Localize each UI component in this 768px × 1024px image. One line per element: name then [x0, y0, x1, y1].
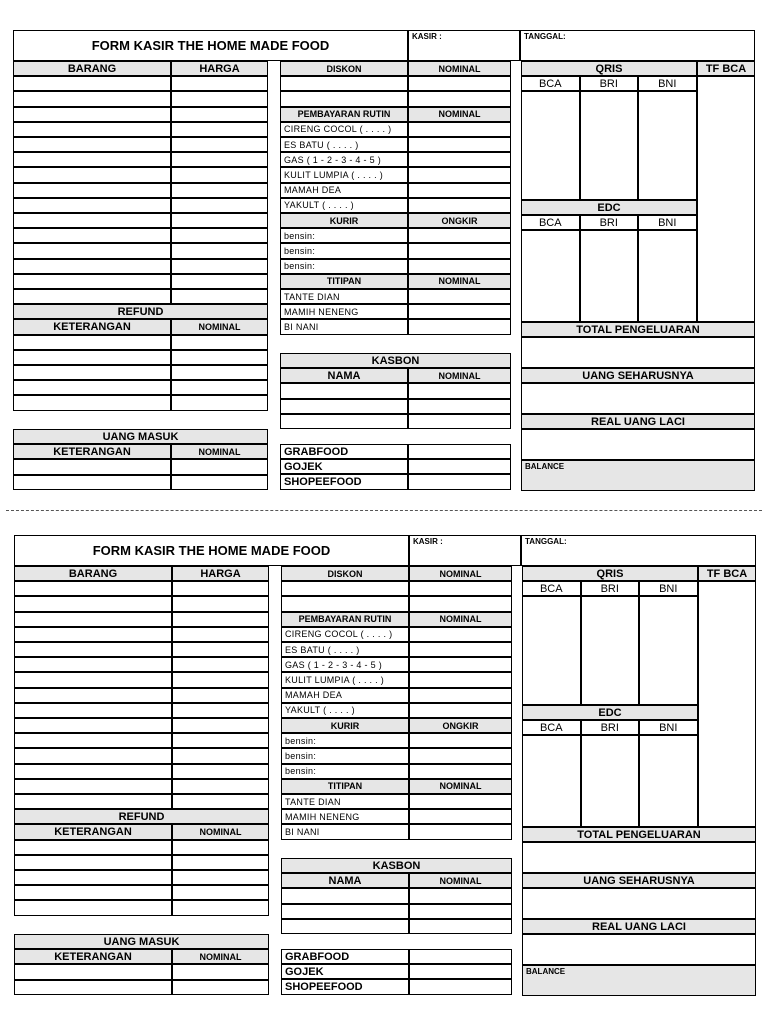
harga-input[interactable]: [172, 672, 269, 687]
online-order-label: GOJEK: [280, 459, 408, 474]
refund-nominal-input[interactable]: [172, 885, 269, 900]
harga-input[interactable]: [172, 779, 269, 794]
titipan-nominal-input[interactable]: [409, 824, 512, 839]
uang-seharusnya-input[interactable]: [521, 383, 755, 414]
kasbon-nominal-input[interactable]: [409, 919, 512, 934]
diskon-header: DISKON: [280, 61, 408, 76]
diskon-nominal-input[interactable]: [408, 91, 511, 106]
online-order-input[interactable]: [408, 474, 511, 489]
barang-header: BARANG: [14, 566, 172, 581]
refund-nominal-input[interactable]: [171, 365, 268, 380]
online-order-input[interactable]: [409, 964, 512, 979]
qris-bank-label: BNI: [638, 76, 697, 91]
barang-input[interactable]: [13, 198, 171, 213]
uang-masuk-nominal-header: NOMINAL: [171, 444, 268, 459]
real-uang-laci-header: REAL UANG LACI: [521, 414, 755, 429]
tf-bca-input[interactable]: [698, 581, 756, 827]
rutin-nominal-input[interactable]: [408, 198, 511, 213]
tanggal-field[interactable]: TANGGAL:: [520, 30, 755, 61]
barang-input[interactable]: [14, 733, 172, 748]
titipan-nominal-header: NOMINAL: [408, 274, 511, 289]
rutin-item-label: CIRENG COCOL ( . . . . ): [280, 122, 408, 137]
rutin-nominal-input[interactable]: [408, 167, 511, 182]
uang-masuk-nominal-input[interactable]: [172, 980, 269, 995]
rutin-nominal-input[interactable]: [408, 152, 511, 167]
titipan-item-label: TANTE DIAN: [280, 289, 408, 304]
harga-input[interactable]: [172, 764, 269, 779]
refund-nominal-input[interactable]: [171, 350, 268, 365]
barang-input[interactable]: [14, 688, 172, 703]
kasbon-nominal-input[interactable]: [409, 888, 512, 903]
refund-keterangan-input[interactable]: [13, 335, 171, 350]
qris-bank-input[interactable]: [639, 596, 698, 705]
diskon-nominal-input[interactable]: [408, 76, 511, 91]
diskon-input[interactable]: [280, 76, 408, 91]
barang-input[interactable]: [13, 167, 171, 182]
rutin-nominal-input[interactable]: [409, 657, 512, 672]
titipan-item-label: MAMIH NENENG: [280, 304, 408, 319]
refund-nominal-input[interactable]: [172, 855, 269, 870]
barang-input[interactable]: [13, 228, 171, 243]
real-uang-laci-input[interactable]: [522, 934, 756, 965]
barang-input[interactable]: [13, 274, 171, 289]
form-title: FORM KASIR THE HOME MADE FOOD: [13, 30, 408, 61]
uang-masuk-nominal-input[interactable]: [172, 964, 269, 979]
harga-input[interactable]: [171, 76, 268, 91]
refund-keterangan-header: KETERANGAN: [14, 824, 172, 839]
harga-input[interactable]: [172, 596, 269, 611]
edc-bank-label: BCA: [521, 215, 580, 230]
qris-bank-input[interactable]: [580, 91, 639, 200]
kasbon-nama-input[interactable]: [281, 904, 409, 919]
rutin-nominal-input[interactable]: [408, 137, 511, 152]
rutin-item-label: GAS ( 1 - 2 - 3 - 4 - 5 ): [281, 657, 409, 672]
rutin-nominal-input[interactable]: [408, 183, 511, 198]
barang-input[interactable]: [14, 672, 172, 687]
rutin-item-label: GAS ( 1 - 2 - 3 - 4 - 5 ): [280, 152, 408, 167]
qris-bank-input[interactable]: [522, 596, 581, 705]
edc-header: EDC: [522, 705, 698, 720]
kasbon-header: KASBON: [280, 353, 511, 368]
refund-nominal-header: NOMINAL: [171, 319, 268, 334]
harga-input[interactable]: [172, 794, 269, 809]
harga-input[interactable]: [172, 642, 269, 657]
uang-seharusnya-header: UANG SEHARUSNYA: [521, 368, 755, 383]
barang-input[interactable]: [13, 107, 171, 122]
qris-bank-label: BNI: [639, 581, 698, 596]
online-order-label: SHOPEEFOOD: [280, 474, 408, 489]
harga-input[interactable]: [172, 748, 269, 763]
barang-input[interactable]: [13, 122, 171, 137]
harga-input[interactable]: [171, 274, 268, 289]
kasir-field[interactable]: KASIR :: [408, 30, 520, 61]
uang-masuk-nominal-input[interactable]: [171, 475, 268, 490]
barang-input[interactable]: [14, 718, 172, 733]
qris-bank-input[interactable]: [638, 91, 697, 200]
refund-keterangan-input[interactable]: [14, 855, 172, 870]
ongkir-header: ONGKIR: [409, 718, 512, 733]
harga-input[interactable]: [171, 213, 268, 228]
refund-keterangan-input[interactable]: [13, 365, 171, 380]
refund-nominal-input[interactable]: [171, 395, 268, 410]
total-pengeluaran-header: TOTAL PENGELUARAN: [522, 827, 756, 842]
bensin-label: bensin:: [281, 748, 409, 763]
rutin-nominal-input[interactable]: [409, 642, 512, 657]
harga-input[interactable]: [171, 152, 268, 167]
tanggal-field[interactable]: TANGGAL:: [521, 535, 756, 566]
kasir-form-1: [0, 30, 768, 500]
refund-keterangan-input[interactable]: [14, 885, 172, 900]
harga-input[interactable]: [172, 581, 269, 596]
diskon-nominal-input[interactable]: [409, 581, 512, 596]
diskon-input[interactable]: [281, 596, 409, 611]
titipan-nominal-input[interactable]: [408, 289, 511, 304]
rutin-nominal-input[interactable]: [408, 122, 511, 137]
bensin-label: bensin:: [281, 764, 409, 779]
edc-bank-input[interactable]: [521, 230, 580, 322]
rutin-item-label: YAKULT ( . . . . ): [281, 703, 409, 718]
barang-input[interactable]: [13, 289, 171, 304]
kasbon-header: KASBON: [281, 858, 512, 873]
edc-header: EDC: [521, 200, 697, 215]
diskon-input[interactable]: [281, 581, 409, 596]
uang-masuk-keterangan-input[interactable]: [13, 459, 171, 474]
harga-input[interactable]: [171, 198, 268, 213]
ongkir-input[interactable]: [409, 748, 512, 763]
uang-masuk-header: UANG MASUK: [13, 429, 268, 444]
refund-keterangan-input[interactable]: [13, 395, 171, 410]
refund-keterangan-input[interactable]: [14, 840, 172, 855]
form-title: FORM KASIR THE HOME MADE FOOD: [14, 535, 409, 566]
harga-input[interactable]: [172, 657, 269, 672]
harga-input[interactable]: [172, 718, 269, 733]
titipan-item-label: BI NANI: [280, 319, 408, 334]
edc-bank-label: BRI: [580, 215, 639, 230]
harga-header: HARGA: [172, 566, 269, 581]
rutin-item-label: CIRENG COCOL ( . . . . ): [281, 627, 409, 642]
kasbon-nama-input[interactable]: [280, 383, 408, 398]
diskon-nominal-header: NOMINAL: [409, 566, 512, 581]
edc-bank-input[interactable]: [580, 230, 639, 322]
diskon-input[interactable]: [280, 91, 408, 106]
refund-keterangan-input[interactable]: [14, 900, 172, 915]
barang-input[interactable]: [13, 183, 171, 198]
titipan-item-label: MAMIH NENENG: [281, 809, 409, 824]
bensin-label: bensin:: [280, 259, 408, 274]
refund-header: REFUND: [13, 304, 268, 319]
edc-bank-input[interactable]: [639, 735, 698, 827]
harga-input[interactable]: [172, 703, 269, 718]
kasbon-nominal-input[interactable]: [408, 383, 511, 398]
harga-input[interactable]: [172, 627, 269, 642]
kasbon-nominal-input[interactable]: [408, 399, 511, 414]
barang-input[interactable]: [13, 152, 171, 167]
qris-bank-input[interactable]: [581, 596, 640, 705]
rutin-item-label: YAKULT ( . . . . ): [280, 198, 408, 213]
uang-masuk-keterangan-header: KETERANGAN: [14, 949, 172, 964]
ongkir-header: ONGKIR: [408, 213, 511, 228]
refund-keterangan-header: KETERANGAN: [13, 319, 171, 334]
refund-header: REFUND: [14, 809, 269, 824]
refund-nominal-input[interactable]: [172, 840, 269, 855]
pembayaran-rutin-header: PEMBAYARAN RUTIN: [281, 612, 409, 627]
real-uang-laci-input[interactable]: [521, 429, 755, 460]
rutin-item-label: MAMAH DEA: [280, 183, 408, 198]
total-pengeluaran-input[interactable]: [522, 842, 756, 873]
qris-bank-label: BCA: [522, 581, 581, 596]
harga-input[interactable]: [171, 107, 268, 122]
barang-input[interactable]: [14, 748, 172, 763]
kasir-form-2: [1, 535, 768, 1005]
rutin-item-label: ES BATU ( . . . . ): [281, 642, 409, 657]
diskon-nominal-header: NOMINAL: [408, 61, 511, 76]
barang-input[interactable]: [14, 612, 172, 627]
refund-keterangan-input[interactable]: [13, 350, 171, 365]
uang-masuk-nominal-header: NOMINAL: [172, 949, 269, 964]
titipan-nominal-header: NOMINAL: [409, 779, 512, 794]
online-order-label: GRABFOOD: [280, 444, 408, 459]
kurir-header: KURIR: [280, 213, 408, 228]
harga-input[interactable]: [172, 688, 269, 703]
barang-input[interactable]: [13, 243, 171, 258]
refund-nominal-input[interactable]: [172, 900, 269, 915]
qris-bank-input[interactable]: [521, 91, 580, 200]
barang-input[interactable]: [14, 581, 172, 596]
qris-header: QRIS: [521, 61, 697, 76]
bensin-label: bensin:: [281, 733, 409, 748]
kasbon-nama-header: NAMA: [280, 368, 408, 383]
refund-nominal-input[interactable]: [171, 380, 268, 395]
rutin-item-label: KULIT LUMPIA ( . . . . ): [281, 672, 409, 687]
barang-input[interactable]: [14, 779, 172, 794]
kasbon-nama-input[interactable]: [281, 919, 409, 934]
uang-masuk-keterangan-input[interactable]: [14, 980, 172, 995]
edc-bank-label: BNI: [639, 720, 698, 735]
refund-nominal-input[interactable]: [171, 335, 268, 350]
harga-input[interactable]: [171, 137, 268, 152]
rutin-nominal-input[interactable]: [409, 688, 512, 703]
barang-input[interactable]: [14, 764, 172, 779]
titipan-nominal-input[interactable]: [408, 304, 511, 319]
edc-bank-label: BRI: [581, 720, 640, 735]
barang-input[interactable]: [14, 794, 172, 809]
uang-masuk-keterangan-input[interactable]: [13, 475, 171, 490]
barang-input[interactable]: [14, 642, 172, 657]
kasbon-nama-input[interactable]: [281, 888, 409, 903]
titipan-nominal-input[interactable]: [409, 794, 512, 809]
edc-bank-label: BCA: [522, 720, 581, 735]
rutin-item-label: MAMAH DEA: [281, 688, 409, 703]
ongkir-input[interactable]: [408, 228, 511, 243]
ongkir-input[interactable]: [408, 259, 511, 274]
harga-input[interactable]: [172, 612, 269, 627]
harga-input[interactable]: [172, 733, 269, 748]
barang-input[interactable]: [14, 627, 172, 642]
tf-bca-input[interactable]: [697, 76, 755, 322]
edc-bank-label: BNI: [638, 215, 697, 230]
kasbon-nominal-header: NOMINAL: [409, 873, 512, 888]
titipan-nominal-input[interactable]: [409, 809, 512, 824]
barang-input[interactable]: [13, 213, 171, 228]
refund-nominal-input[interactable]: [172, 870, 269, 885]
online-order-input[interactable]: [408, 444, 511, 459]
harga-input[interactable]: [171, 91, 268, 106]
harga-input[interactable]: [171, 259, 268, 274]
balance-field[interactable]: BALANCE: [522, 965, 756, 996]
titipan-header: TITIPAN: [280, 274, 408, 289]
kurir-header: KURIR: [281, 718, 409, 733]
ongkir-input[interactable]: [409, 733, 512, 748]
ongkir-input[interactable]: [408, 243, 511, 258]
titipan-item-label: TANTE DIAN: [281, 794, 409, 809]
qris-bank-label: BCA: [521, 76, 580, 91]
total-pengeluaran-input[interactable]: [521, 337, 755, 368]
online-order-input[interactable]: [409, 979, 512, 994]
uang-masuk-keterangan-input[interactable]: [14, 964, 172, 979]
barang-input[interactable]: [13, 76, 171, 91]
titipan-item-label: BI NANI: [281, 824, 409, 839]
barang-input[interactable]: [13, 259, 171, 274]
ongkir-input[interactable]: [409, 764, 512, 779]
online-order-label: GRABFOOD: [281, 949, 409, 964]
bensin-label: bensin:: [280, 243, 408, 258]
online-order-input[interactable]: [408, 459, 511, 474]
uang-seharusnya-input[interactable]: [522, 888, 756, 919]
edc-bank-input[interactable]: [638, 230, 697, 322]
edc-bank-input[interactable]: [522, 735, 581, 827]
kasbon-nominal-input[interactable]: [409, 904, 512, 919]
uang-masuk-keterangan-header: KETERANGAN: [13, 444, 171, 459]
barang-input[interactable]: [13, 91, 171, 106]
titipan-header: TITIPAN: [281, 779, 409, 794]
barang-header: BARANG: [13, 61, 171, 76]
harga-input[interactable]: [171, 289, 268, 304]
barang-input[interactable]: [14, 596, 172, 611]
harga-header: HARGA: [171, 61, 268, 76]
edc-bank-input[interactable]: [581, 735, 640, 827]
kasbon-nama-header: NAMA: [281, 873, 409, 888]
online-order-label: GOJEK: [281, 964, 409, 979]
titipan-nominal-input[interactable]: [408, 319, 511, 334]
diskon-nominal-input[interactable]: [409, 596, 512, 611]
balance-field[interactable]: BALANCE: [521, 460, 755, 491]
harga-input[interactable]: [171, 167, 268, 182]
uang-seharusnya-header: UANG SEHARUSNYA: [522, 873, 756, 888]
online-order-label: SHOPEEFOOD: [281, 979, 409, 994]
barang-input[interactable]: [14, 657, 172, 672]
total-pengeluaran-header: TOTAL PENGELUARAN: [521, 322, 755, 337]
rutin-nominal-input[interactable]: [409, 627, 512, 642]
kasbon-nama-input[interactable]: [280, 414, 408, 429]
uang-masuk-header: UANG MASUK: [14, 934, 269, 949]
tf-bca-header: TF BCA: [698, 566, 756, 581]
barang-input[interactable]: [13, 137, 171, 152]
refund-keterangan-input[interactable]: [13, 380, 171, 395]
online-order-input[interactable]: [409, 949, 512, 964]
kasbon-nominal-input[interactable]: [408, 414, 511, 429]
qris-bank-label: BRI: [580, 76, 639, 91]
harga-input[interactable]: [171, 183, 268, 198]
rutin-nominal-header: NOMINAL: [408, 107, 511, 122]
harga-input[interactable]: [171, 228, 268, 243]
harga-input[interactable]: [171, 122, 268, 137]
harga-input[interactable]: [171, 243, 268, 258]
cut-line: [6, 510, 762, 511]
rutin-nominal-input[interactable]: [409, 672, 512, 687]
rutin-item-label: KULIT LUMPIA ( . . . . ): [280, 167, 408, 182]
qris-bank-label: BRI: [581, 581, 640, 596]
kasbon-nama-input[interactable]: [280, 399, 408, 414]
rutin-nominal-header: NOMINAL: [409, 612, 512, 627]
refund-keterangan-input[interactable]: [14, 870, 172, 885]
uang-masuk-nominal-input[interactable]: [171, 459, 268, 474]
real-uang-laci-header: REAL UANG LACI: [522, 919, 756, 934]
rutin-item-label: ES BATU ( . . . . ): [280, 137, 408, 152]
kasir-field[interactable]: KASIR :: [409, 535, 521, 566]
diskon-header: DISKON: [281, 566, 409, 581]
bensin-label: bensin:: [280, 228, 408, 243]
pembayaran-rutin-header: PEMBAYARAN RUTIN: [280, 107, 408, 122]
refund-nominal-header: NOMINAL: [172, 824, 269, 839]
tf-bca-header: TF BCA: [697, 61, 755, 76]
kasbon-nominal-header: NOMINAL: [408, 368, 511, 383]
barang-input[interactable]: [14, 703, 172, 718]
qris-header: QRIS: [522, 566, 698, 581]
rutin-nominal-input[interactable]: [409, 703, 512, 718]
